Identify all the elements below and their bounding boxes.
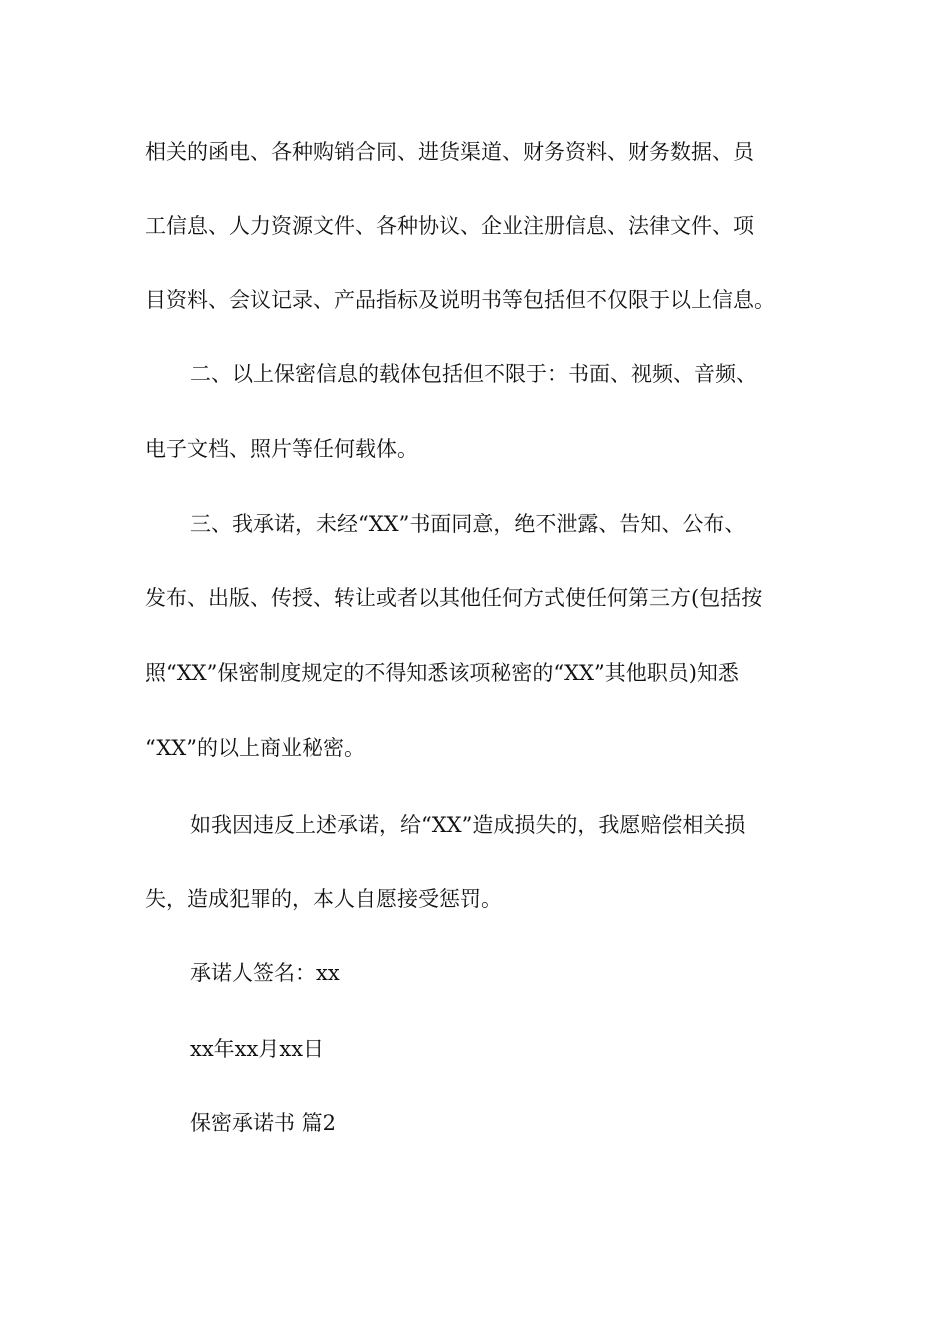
section-three-line-4: “XX”的以上商业秘密。 [145, 736, 365, 760]
paragraph-line-2: 工信息、人力资源文件、各种协议、企业注册信息、法律文件、项 [145, 214, 754, 238]
section-three-line-2: 发布、出版、传授、转让或者以其他任何方式使任何第三方(包括按 [145, 586, 763, 610]
section-two-line-1: 二、以上保密信息的载体包括但不限于：书面、视频、音频、 [190, 362, 757, 386]
liability-line-1: 如我因违反上述承诺，给“XX”造成损失的，我愿赔偿相关损 [190, 813, 746, 837]
paragraph-line-1: 相关的函电、各种购销合同、进货渠道、财务资料、财务数据、员 [145, 140, 754, 164]
paragraph-line-3: 目资料、会议记录、产品指标及说明书等包括但不仅限于以上信息。 [145, 288, 775, 312]
date-line: xx年xx月xx日 [190, 1037, 325, 1061]
section-two-line-2: 电子文档、照片等任何载体。 [145, 437, 418, 461]
section-three-line-3: 照“XX”保密制度规定的不得知悉该项秘密的“XX”其他职员)知悉 [145, 661, 739, 685]
signature-line: 承诺人签名：xx [190, 961, 340, 985]
section-heading: 保密承诺书 篇2 [190, 1111, 337, 1135]
section-three-line-1: 三、我承诺，未经“XX”书面同意，绝不泄露、告知、公布、 [190, 512, 746, 536]
liability-line-2: 失，造成犯罪的，本人自愿接受惩罚。 [145, 887, 502, 911]
